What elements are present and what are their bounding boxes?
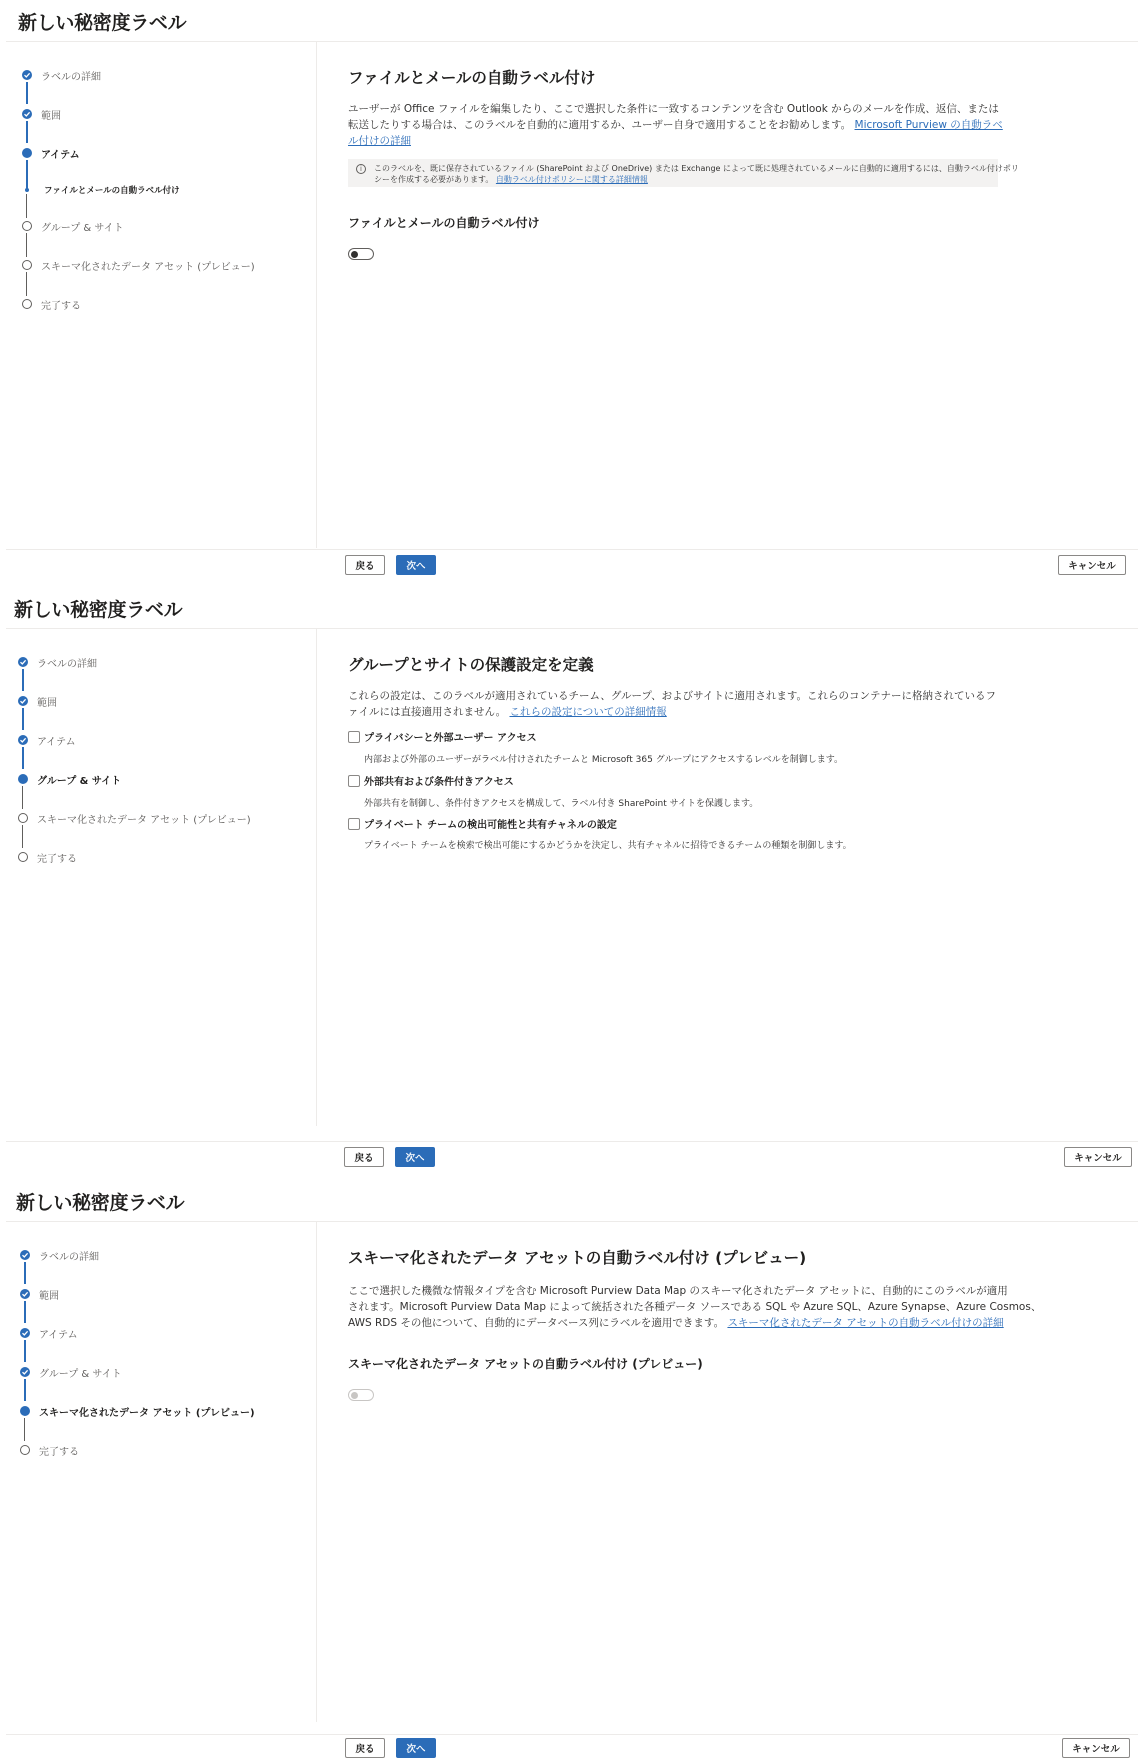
step-finish[interactable]	[20, 1442, 79, 1458]
description-text: 転送したりする場合は、このラベルを自動的に適用するか、ユーザー自身で適用することをお勧めします。	[348, 119, 852, 131]
step-label: 範囲	[39, 1290, 59, 1302]
nav-divider	[316, 1222, 317, 1722]
option-external-sharing[interactable]	[348, 773, 514, 788]
next-button[interactable]: 次へ	[395, 1147, 435, 1167]
external-sharing-checkbox[interactable]	[348, 775, 360, 787]
step-label-details[interactable]	[18, 654, 97, 670]
step-label: スキーマ化されたデータ アセット (プレビュー)	[39, 1407, 255, 1419]
cancel-button[interactable]: キャンセル	[1058, 555, 1126, 575]
step-label: ラベルの詳細	[39, 1251, 99, 1263]
step-connector	[24, 1418, 25, 1441]
step-done-icon	[18, 735, 28, 745]
step-label: グループ & サイト	[41, 222, 124, 234]
step-schematized-assets[interactable]	[20, 1403, 255, 1419]
step-done-icon	[18, 696, 28, 706]
step-label: スキーマ化されたデータ アセット (プレビュー)	[41, 261, 255, 273]
step-current-icon	[20, 1406, 30, 1416]
step-connector	[26, 272, 27, 296]
description-line: これらの設定は、このラベルが適用されているチーム、グループ、およびサイトに適用されます。これらのコンテナーに格納されているフ	[348, 690, 997, 702]
step-schematized-assets[interactable]	[18, 810, 251, 826]
back-button[interactable]: 戻る	[344, 1147, 384, 1167]
step-items[interactable]	[20, 1325, 78, 1341]
back-button[interactable]: 戻る	[345, 1738, 385, 1758]
description-line: ユーザーが Office ファイルを編集したり、ここで選択した条件に一致するコンテンツを含む Outlook からのメールを作成、返信、または	[348, 103, 999, 115]
description-text: AWS RDS その他について、自動的にデータベース列にラベルを適用できます。	[348, 1317, 725, 1329]
next-button[interactable]: 次へ	[396, 1738, 436, 1758]
schematized-auto-labeling-toggle[interactable]	[348, 1389, 374, 1401]
toggle-knob	[351, 1392, 358, 1399]
section-description	[348, 1283, 1042, 1331]
step-connector	[26, 82, 28, 104]
option-label: 外部共有および条件付きアクセス	[364, 777, 514, 788]
step-connector	[22, 708, 24, 730]
step-label-details[interactable]	[22, 67, 101, 83]
step-label: 範囲	[37, 697, 57, 709]
step-finish[interactable]	[18, 849, 77, 865]
header-divider	[6, 1221, 1138, 1222]
wizard-panel-3	[0, 1176, 1144, 1764]
header-divider	[6, 628, 1138, 629]
step-groups-sites[interactable]	[20, 1364, 122, 1380]
step-done-icon	[22, 70, 32, 80]
step-done-icon	[20, 1250, 30, 1260]
step-done-icon	[20, 1328, 30, 1338]
step-pending-icon	[22, 260, 32, 270]
step-connector	[26, 121, 28, 143]
step-connector	[24, 1340, 26, 1362]
step-label: 完了する	[37, 853, 77, 865]
step-label: アイテム	[39, 1329, 78, 1341]
schematized-learn-more-link[interactable]: スキーマ化されたデータ アセットの自動ラベル付けの詳細	[727, 1317, 1004, 1329]
step-current-icon	[22, 148, 32, 158]
step-label: ファイルとメールの自動ラベル付け	[44, 186, 180, 196]
step-pending-icon	[22, 221, 32, 231]
info-text: このラベルを、既に保存されているファイル (SharePoint および OneDrive) または Exchange によって既に処理されているメールに自動的に適用するには、自動ラベル付けポリ	[374, 164, 1019, 173]
section-heading: ファイルとメールの自動ラベル付け	[348, 69, 596, 87]
section-heading: スキーマ化されたデータ アセットの自動ラベル付け (プレビュー)	[348, 1249, 807, 1267]
step-scope[interactable]	[18, 693, 57, 709]
private-teams-checkbox[interactable]	[348, 818, 360, 830]
step-pending-icon	[20, 1445, 30, 1455]
step-connector	[26, 233, 27, 257]
step-pending-icon	[22, 299, 32, 309]
header-divider	[6, 41, 1138, 42]
next-button[interactable]: 次へ	[396, 555, 436, 575]
info-icon: i	[356, 164, 366, 174]
option-private-teams[interactable]	[348, 816, 617, 831]
step-label: アイテム	[41, 149, 80, 161]
step-label: 範囲	[41, 110, 61, 122]
substep-icon	[25, 188, 29, 192]
step-label-details[interactable]	[20, 1247, 99, 1263]
toggle-heading: スキーマ化されたデータ アセットの自動ラベル付け (プレビュー)	[348, 1357, 703, 1371]
step-label: グループ & サイト	[37, 775, 122, 787]
toggle-heading: ファイルとメールの自動ラベル付け	[348, 216, 540, 230]
step-connector	[22, 786, 23, 809]
auto-labeling-learn-more-link-cont[interactable]: ル付けの詳細	[348, 135, 411, 147]
nav-divider	[316, 42, 317, 548]
option-description: 外部共有を制御し、条件付きアクセスを構成して、ラベル付き SharePoint サイトを保護します。	[364, 799, 759, 809]
description-line: ここで選択した機微な情報タイプを含む Microsoft Purview Data Map のスキーマ化されたデータ アセットに、自動的にこのラベルが適用	[348, 1285, 1008, 1297]
page-title: 新しい秘密度ラベル	[18, 12, 187, 34]
option-description: プライベート チームを検索で検出可能にするかどうかを決定し、共有チャネルに招待できるチームの種類を制御します。	[364, 841, 852, 851]
step-groups-sites[interactable]	[22, 218, 124, 234]
info-text-line	[374, 174, 990, 185]
page-title: 新しい秘密度ラベル	[14, 599, 183, 621]
step-done-icon	[18, 657, 28, 667]
toggle-knob	[351, 251, 358, 258]
step-connector	[22, 825, 23, 848]
description-text: ァイルには直接適用されません。	[348, 706, 507, 718]
cancel-button[interactable]: キャンセル	[1064, 1147, 1132, 1167]
option-privacy-external-access[interactable]	[348, 729, 537, 744]
step-connector	[24, 1262, 26, 1284]
cancel-button[interactable]: キャンセル	[1062, 1738, 1130, 1758]
step-label: ラベルの詳細	[41, 71, 101, 83]
footer-divider	[6, 549, 1138, 550]
auto-labeling-learn-more-link[interactable]: Microsoft Purview の自動ラベ	[854, 119, 1003, 131]
page-title: 新しい秘密度ラベル	[16, 1192, 185, 1214]
wizard-panel-2	[0, 584, 1144, 1176]
step-connector	[22, 747, 24, 769]
section-heading: グループとサイトの保護設定を定義	[348, 656, 594, 674]
step-label: グループ & サイト	[39, 1368, 122, 1380]
step-label: アイテム	[37, 736, 76, 748]
option-description: 内部および外部のユーザーがラベル付けされたチームと Microsoft 365 グループにアクセスするレベルを制御します。	[364, 755, 844, 765]
step-groups-sites[interactable]	[18, 771, 121, 787]
step-connector	[24, 1379, 26, 1401]
step-schematized-assets[interactable]	[22, 257, 255, 273]
footer-divider	[6, 1141, 1138, 1142]
step-label: ラベルの詳細	[37, 658, 97, 670]
step-pending-icon	[18, 813, 28, 823]
back-button[interactable]: 戻る	[345, 555, 385, 575]
section-description	[348, 101, 1003, 149]
nav-divider	[316, 629, 317, 1126]
option-label: プライバシーと外部ユーザー アクセス	[364, 733, 537, 744]
step-finish[interactable]	[22, 296, 81, 312]
option-label: プライベート チームの検出可能性と共有チャネルの設定	[364, 820, 617, 831]
description-line	[348, 117, 1003, 133]
step-label: 完了する	[39, 1446, 79, 1458]
section-description	[348, 688, 1008, 720]
step-pending-icon	[18, 852, 28, 862]
info-message-bar	[348, 159, 1019, 187]
description-line: されます。Microsoft Purview Data Map によって統括された各種データ ソースである SQL や Azure SQL、Azure Synapse、Azure Cosmos、	[348, 1301, 1042, 1313]
step-connector	[22, 669, 24, 691]
description-line	[348, 1315, 1008, 1331]
step-done-icon	[20, 1367, 30, 1377]
step-scope[interactable]	[20, 1286, 59, 1302]
auto-labeling-policy-link[interactable]: 自動ラベル付けポリシーに関する詳細情報	[495, 175, 648, 184]
step-items[interactable]	[18, 732, 76, 748]
step-connector	[24, 1301, 26, 1323]
settings-learn-more-link[interactable]: これらの設定についての詳細情報	[509, 706, 667, 718]
step-current-icon	[18, 774, 28, 784]
privacy-checkbox[interactable]	[348, 731, 360, 743]
wizard-panel-1	[0, 0, 1144, 584]
step-items[interactable]	[22, 145, 80, 161]
description-line	[348, 704, 1008, 720]
info-text: シーを作成する必要があります。	[374, 175, 494, 184]
step-label: スキーマ化されたデータ アセット (プレビュー)	[37, 814, 251, 826]
step-label: 完了する	[41, 300, 81, 312]
footer-divider	[6, 1734, 1138, 1735]
step-done-icon	[22, 109, 32, 119]
step-auto-labeling-files[interactable]	[22, 182, 180, 198]
step-scope[interactable]	[22, 106, 61, 122]
description-line	[348, 133, 998, 149]
auto-labeling-toggle[interactable]	[348, 248, 374, 260]
step-done-icon	[20, 1289, 30, 1299]
